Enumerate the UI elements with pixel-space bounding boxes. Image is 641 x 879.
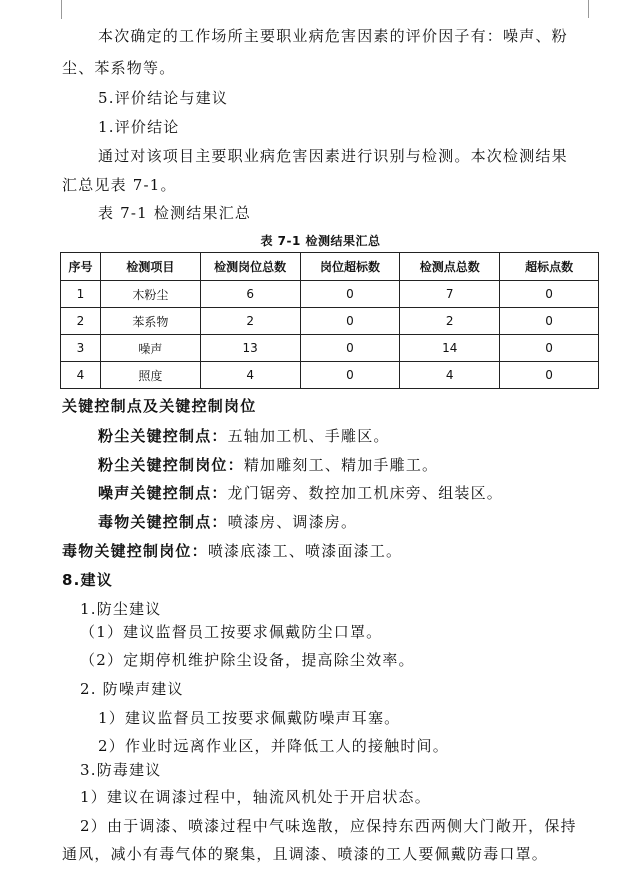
dust-post-label: 粉尘关键控制岗位： — [98, 456, 244, 474]
table-row — [61, 308, 599, 335]
header-cell: 序号 — [61, 253, 101, 281]
section5-heading: 5.评价结论与建议 — [98, 89, 229, 107]
toxic-post-label: 毒物关键控制岗位： — [62, 542, 208, 560]
toxic-post-line — [62, 541, 402, 561]
table-cell: 0 — [300, 308, 400, 335]
section5-para1-line1: 通过对该项目主要职业病危害因素进行识别与检测。本次检测结果 — [98, 147, 568, 165]
section5-para1-line2: 汇总见表 7-1。 — [62, 176, 177, 194]
table-cell: 7 — [400, 281, 500, 308]
toxic-advice-title: 3.防毒建议 — [80, 761, 162, 779]
dust-advice-1: （1）建议监督员工按要求佩戴防尘口罩。 — [80, 623, 383, 641]
header-cell: 检测岗位总数 — [200, 253, 300, 281]
table-reference: 表 7-1 检测结果汇总 — [98, 204, 252, 222]
dust-post-value: 精加雕刻工、精加手雕工。 — [243, 456, 439, 474]
toxic-point-value: 喷漆房、调漆房。 — [227, 513, 358, 531]
toxic-point-label: 毒物关键控制点： — [98, 513, 228, 531]
toxic-advice-2-line1: 2）由于调漆、喷漆过程中气味逸散，应保持东西两侧大门敞开，保持 — [80, 817, 577, 835]
table-header-row — [61, 253, 599, 281]
noise-point-label: 噪声关键控制点： — [98, 484, 228, 502]
table-cell: 6 — [200, 281, 300, 308]
table-cell: 木粉尘 — [100, 281, 200, 308]
dust-post-line — [98, 455, 438, 475]
dust-advice-2: （2）定期停机维护除尘设备，提高除尘效率。 — [80, 651, 415, 669]
table-cell: 0 — [300, 281, 400, 308]
page-corner-mark-right — [588, 0, 589, 18]
table-cell: 0 — [500, 335, 599, 362]
table-cell: 2 — [61, 308, 101, 335]
header-cell: 岗位超标数 — [300, 253, 400, 281]
table-row — [61, 281, 599, 308]
results-table — [60, 252, 599, 389]
table-cell: 2 — [400, 308, 500, 335]
table-cell: 3 — [61, 335, 101, 362]
table-cell: 2 — [200, 308, 300, 335]
toxic-advice-1: 1）建议在调漆过程中，轴流风机处于开启状态。 — [80, 788, 431, 806]
table-cell: 0 — [300, 362, 400, 389]
toxic-advice-2-line2: 通风，减小有毒气体的聚集，且调漆、喷漆的工人要佩戴防毒口罩。 — [62, 845, 549, 863]
table-caption: 表 7-1 检测结果汇总 — [260, 234, 381, 248]
section5-sub1: 1.评价结论 — [98, 118, 180, 136]
table-cell: 0 — [500, 281, 599, 308]
table-cell: 14 — [400, 335, 500, 362]
table-cell: 照度 — [100, 362, 200, 389]
dust-point-label: 粉尘关键控制点： — [98, 427, 228, 445]
key-control-heading: 关键控制点及关键控制岗位 — [62, 397, 257, 415]
table-cell: 0 — [500, 308, 599, 335]
table-cell: 4 — [61, 362, 101, 389]
header-cell: 超标点数 — [500, 253, 599, 281]
dust-point-value: 五轴加工机、手雕区。 — [227, 427, 390, 445]
dust-advice-title: 1.防尘建议 — [80, 600, 162, 618]
noise-point-value: 龙门锯旁、数控加工机床旁、组装区。 — [227, 484, 504, 502]
table-cell: 0 — [300, 335, 400, 362]
intro-line-2: 尘、苯系物等。 — [62, 59, 176, 77]
table-cell: 苯系物 — [100, 308, 200, 335]
table-cell: 1 — [61, 281, 101, 308]
header-cell: 检测项目 — [100, 253, 200, 281]
noise-point-line — [98, 483, 503, 503]
noise-advice-title: 2. 防噪声建议 — [80, 680, 184, 698]
table-cell: 4 — [200, 362, 300, 389]
noise-advice-1: 1）建议监督员工按要求佩戴防噪声耳塞。 — [98, 709, 401, 727]
section8-heading: 8.建议 — [62, 571, 113, 589]
toxic-post-value: 喷漆底漆工、喷漆面漆工。 — [207, 542, 403, 560]
noise-advice-2: 2）作业时远离作业区，并降低工人的接触时间。 — [98, 737, 449, 755]
table-row — [61, 362, 599, 389]
table-row — [61, 335, 599, 362]
dust-point-line — [98, 426, 390, 446]
header-cell: 检测点总数 — [400, 253, 500, 281]
table-cell: 0 — [500, 362, 599, 389]
page-corner-mark-left — [61, 0, 62, 19]
table-cell: 4 — [400, 362, 500, 389]
toxic-point-line — [98, 512, 357, 532]
table-cell: 13 — [200, 335, 300, 362]
intro-line-1: 本次确定的工作场所主要职业病危害因素的评价因子有：噪声、粉 — [98, 27, 568, 45]
table-cell: 噪声 — [100, 335, 200, 362]
